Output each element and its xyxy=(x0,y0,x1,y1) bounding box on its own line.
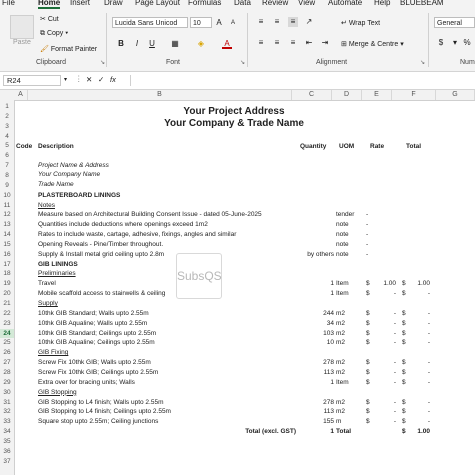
row-uom[interactable]: m2 xyxy=(336,398,346,406)
divider xyxy=(106,13,107,67)
sheet-subtitle[interactable]: Your Company & Trade Name xyxy=(164,118,304,129)
project-line[interactable]: Trade Name xyxy=(38,181,74,188)
row-total-currency[interactable]: $ xyxy=(402,428,406,436)
row-header[interactable]: 8 xyxy=(5,171,9,179)
row-description[interactable]: 10thk GIB Aqualine; Walls upto 2.55m xyxy=(38,319,148,327)
row-rate-currency[interactable]: - xyxy=(366,240,369,248)
column-header-e[interactable]: E xyxy=(362,90,392,100)
row-header[interactable]: 29 xyxy=(3,378,11,386)
row-rate[interactable]: - xyxy=(393,309,396,317)
font-size-dropdown[interactable]: 10 xyxy=(190,17,212,28)
row-headers xyxy=(0,100,15,475)
row-description[interactable]: Rates to include waste, cartage, adhesive, fixings, angles and similar xyxy=(38,231,237,239)
row-rate-currency[interactable]: - xyxy=(366,250,369,258)
align-right-icon[interactable]: ≡ xyxy=(290,38,296,47)
row-uom[interactable]: m2 xyxy=(336,329,346,337)
row-total-currency[interactable]: $ xyxy=(402,339,406,347)
row-header[interactable]: 10 xyxy=(3,191,11,199)
row-rate[interactable]: - xyxy=(393,408,396,416)
row-description[interactable]: Screw Fix 10thk GIB; Ceilings upto 2.55m xyxy=(38,368,159,376)
increase-font-icon[interactable]: A xyxy=(216,18,222,27)
row-header[interactable]: 23 xyxy=(3,319,11,327)
cut-label: Cut xyxy=(47,16,59,23)
row-total[interactable]: - xyxy=(427,339,430,347)
row-uom[interactable]: note xyxy=(336,221,349,229)
check-icon[interactable]: ✓ xyxy=(98,75,105,84)
align-middle-icon[interactable]: ≡ xyxy=(274,17,280,26)
row-total[interactable]: 1.00 xyxy=(417,280,430,288)
align-bottom-icon[interactable]: ≡ xyxy=(288,17,298,27)
row-total[interactable]: - xyxy=(427,359,430,367)
row-description[interactable]: Square stop upto 2.55m; Ceiling junctions xyxy=(38,418,159,426)
row-description[interactable]: GIB Stopping xyxy=(38,388,77,396)
row-description[interactable]: 10thk GIB Standard; Ceilings upto 2.55m xyxy=(38,329,157,337)
clipboard-launcher-icon[interactable]: ↘ xyxy=(100,60,106,66)
row-total[interactable]: - xyxy=(427,378,430,386)
row-header[interactable]: 37 xyxy=(3,457,11,465)
scissors-icon: ✂ xyxy=(40,16,46,23)
row-uom[interactable]: Item xyxy=(336,290,349,298)
header-quantity[interactable]: Quantity xyxy=(300,143,327,150)
row-header[interactable]: 28 xyxy=(3,368,11,376)
row-total-currency[interactable]: $ xyxy=(402,280,406,288)
row-description[interactable]: GIB Stopping to L4 finish; Walls upto 2.55m xyxy=(38,398,164,406)
row-quantity[interactable]: 1 xyxy=(330,378,334,386)
row-quantity[interactable]: 278 xyxy=(323,359,334,367)
number-group-label: Num xyxy=(460,59,475,66)
row-description[interactable]: Quantities include deductions where openings exceed 1m2 xyxy=(38,221,208,229)
ribbon-tab-review[interactable]: Review xyxy=(262,0,289,7)
worksheet-grid[interactable] xyxy=(14,100,475,475)
merge-icon: ⊞ xyxy=(341,41,347,48)
column-header-f[interactable]: F xyxy=(392,90,436,100)
row-uom[interactable]: m2 xyxy=(336,368,346,376)
merge-label: Merge & Centre xyxy=(348,41,399,48)
row-header[interactable]: 24 xyxy=(0,329,14,339)
ribbon-tab-formulas[interactable]: Formulas xyxy=(188,0,222,7)
row-rate[interactable]: - xyxy=(393,339,396,347)
row-rate[interactable]: - xyxy=(393,329,396,337)
name-box[interactable]: R24 xyxy=(3,75,61,86)
row-description[interactable]: Supply & Install metal grid ceiling upto 2.8m xyxy=(38,250,165,258)
insert-function-button[interactable]: fx xyxy=(110,75,116,84)
column-header-g[interactable]: G xyxy=(436,90,475,100)
row-rate[interactable]: - xyxy=(393,378,396,386)
row-total-currency[interactable]: $ xyxy=(402,359,406,367)
cancel-icon[interactable]: ✕ xyxy=(86,75,93,84)
row-description[interactable]: GIB Stopping to L4 finish; Ceilings upto 2.55m xyxy=(38,408,171,416)
font-launcher-icon[interactable]: ↘ xyxy=(240,60,246,66)
row-total[interactable]: - xyxy=(427,398,430,406)
row-uom[interactable]: m xyxy=(336,418,342,426)
formula-bar xyxy=(0,72,475,90)
row-header[interactable]: 36 xyxy=(3,447,11,455)
row-rate-currency[interactable]: $ xyxy=(366,418,370,426)
ribbon-tab-page-layout[interactable]: Page Layout xyxy=(135,0,180,7)
row-quantity[interactable]: 1 xyxy=(330,290,334,298)
font-name-dropdown[interactable]: Lucida Sans Unicod xyxy=(112,17,188,28)
row-header[interactable]: 19 xyxy=(3,280,11,288)
row-rate-currency[interactable]: - xyxy=(366,221,369,229)
row-header[interactable]: 17 xyxy=(3,260,11,268)
project-line[interactable]: Your Company Name xyxy=(38,171,101,178)
row-rate-currency[interactable]: $ xyxy=(366,329,370,337)
watermark-logo: SubsQS xyxy=(176,253,222,299)
header-uom[interactable]: UOM xyxy=(339,143,355,150)
row-total[interactable]: - xyxy=(427,408,430,416)
row-header[interactable]: 25 xyxy=(3,339,11,347)
row-header[interactable]: 30 xyxy=(3,388,11,396)
header-description[interactable]: Description xyxy=(38,143,74,150)
bold-button[interactable]: B xyxy=(118,39,124,48)
paste-button-label[interactable]: Paste xyxy=(13,39,31,46)
row-uom[interactable]: Item xyxy=(336,378,349,386)
row-quantity[interactable]: 155 xyxy=(323,418,334,426)
row-description[interactable]: Extra over for bracing units; Walls xyxy=(38,378,135,386)
row-total-currency[interactable]: $ xyxy=(402,368,406,376)
row-total-currency[interactable]: $ xyxy=(402,329,406,337)
row-description[interactable]: PLASTERBOARD LININGS xyxy=(38,191,121,199)
row-header[interactable]: 3 xyxy=(5,122,9,130)
row-rate-currency[interactable]: $ xyxy=(366,359,370,367)
row-description[interactable]: GIB LININGS xyxy=(38,260,78,268)
row-total[interactable]: - xyxy=(427,290,430,298)
row-header[interactable]: 1 xyxy=(5,103,9,110)
percent-icon[interactable]: % xyxy=(463,38,471,47)
ribbon-tab-insert[interactable]: Insert xyxy=(70,0,91,7)
sheet-title[interactable]: Your Project Address xyxy=(183,106,285,117)
row-header[interactable]: 11 xyxy=(3,201,11,209)
row-description[interactable]: Measure based on Architectural Building Consent Issue - dated 05-June-2025 xyxy=(38,211,262,219)
row-quantity[interactable]: by others xyxy=(307,250,334,258)
row-total-currency[interactable]: $ xyxy=(402,408,406,416)
row-rate-currency[interactable]: $ xyxy=(366,309,370,317)
row-total[interactable]: - xyxy=(427,418,430,426)
row-header[interactable]: 33 xyxy=(3,418,11,426)
row-description[interactable]: Opening Reveals - Pine/Timber throughout. xyxy=(38,240,164,248)
row-description[interactable]: Screw Fix 10thk GIB; Walls upto 2.55m xyxy=(38,359,151,367)
row-header[interactable]: 16 xyxy=(3,250,11,258)
ribbon-tab-help[interactable]: Help xyxy=(374,0,391,7)
row-uom[interactable]: Total xyxy=(336,428,352,436)
row-total-currency[interactable]: $ xyxy=(402,398,406,406)
row-uom[interactable]: m2 xyxy=(336,309,346,317)
wrap-label: Wrap Text xyxy=(348,20,381,27)
row-description[interactable]: Notes xyxy=(38,201,55,209)
ribbon xyxy=(0,9,475,72)
row-header[interactable]: 7 xyxy=(5,162,9,170)
row-rate-currency[interactable]: $ xyxy=(366,339,370,347)
underline-button[interactable]: U xyxy=(149,39,155,48)
align-top-icon[interactable]: ≡ xyxy=(258,17,264,26)
align-center-icon[interactable]: ≡ xyxy=(274,38,280,47)
row-header[interactable]: 35 xyxy=(3,437,11,445)
total-label[interactable]: Total (excl. GST) xyxy=(245,428,296,436)
row-rate-currency[interactable]: $ xyxy=(366,280,370,288)
row-rate-currency[interactable]: - xyxy=(366,231,369,239)
row-total-currency[interactable]: $ xyxy=(402,418,406,426)
row-description[interactable]: Supply xyxy=(38,300,58,307)
chevron-down-icon[interactable]: ▾ xyxy=(452,38,457,47)
row-header[interactable]: 14 xyxy=(3,231,11,239)
row-quantity[interactable]: 1 xyxy=(330,280,334,288)
paste-icon[interactable] xyxy=(10,15,34,39)
header-total[interactable]: Total xyxy=(406,143,422,150)
format-painter-label: Format Painter xyxy=(50,46,98,53)
row-description[interactable]: 10thk GIB Standard; Walls upto 2.55m xyxy=(38,309,149,317)
number-format-dropdown[interactable]: General xyxy=(434,17,475,28)
row-quantity[interactable]: 244 xyxy=(323,309,334,317)
row-description[interactable]: Mobile scaffold access to stairwells & ceiling xyxy=(38,290,166,298)
row-rate[interactable]: - xyxy=(393,398,396,406)
row-quantity[interactable]: 103 xyxy=(323,329,334,337)
row-quantity[interactable]: 278 xyxy=(323,398,334,406)
row-uom[interactable]: m2 xyxy=(336,408,346,416)
column-header-b[interactable]: B xyxy=(28,90,292,100)
column-header-c[interactable]: C xyxy=(292,90,332,100)
row-description[interactable]: Preliminaries xyxy=(38,270,76,278)
copy-button[interactable]: ⧉ Copy ▾ xyxy=(40,30,69,37)
row-uom[interactable]: Item xyxy=(336,280,349,288)
row-header[interactable]: 15 xyxy=(3,240,11,248)
row-header[interactable]: 27 xyxy=(3,359,11,367)
row-header[interactable]: 32 xyxy=(3,408,11,416)
decrease-indent-icon[interactable]: ⇤ xyxy=(305,38,313,47)
row-header[interactable]: 2 xyxy=(5,112,9,120)
row-header[interactable]: 18 xyxy=(3,270,11,278)
copy-label: Copy xyxy=(46,30,64,37)
row-header[interactable]: 4 xyxy=(5,132,9,140)
alignment-launcher-icon[interactable]: ↘ xyxy=(420,60,426,66)
row-quantity[interactable]: 113 xyxy=(323,408,334,416)
row-header[interactable]: 34 xyxy=(3,428,11,436)
row-uom[interactable]: m2 xyxy=(336,339,346,347)
format-painter-button[interactable] xyxy=(40,45,97,53)
clipboard-group-label: Clipboard xyxy=(36,59,66,66)
row-uom[interactable]: m2 xyxy=(336,319,346,327)
copy-icon: ⧉ xyxy=(40,30,45,37)
italic-button[interactable]: I xyxy=(135,39,139,48)
project-line[interactable]: Project Name & Address xyxy=(38,162,109,169)
row-rate-currency[interactable]: $ xyxy=(366,408,370,416)
borders-icon[interactable]: ▦ xyxy=(171,39,179,48)
row-total-currency[interactable]: $ xyxy=(402,378,406,386)
row-description[interactable]: Travel xyxy=(38,280,56,288)
row-uom[interactable]: m2 xyxy=(336,359,346,367)
row-header[interactable]: 20 xyxy=(3,290,11,298)
row-total-currency[interactable]: $ xyxy=(402,309,406,317)
row-rate[interactable]: - xyxy=(393,290,396,298)
row-quantity[interactable]: 113 xyxy=(323,368,334,376)
wrap-icon: ↵ xyxy=(341,20,347,27)
row-header[interactable]: 9 xyxy=(5,181,9,189)
row-rate[interactable]: - xyxy=(393,418,396,426)
row-rate-currency[interactable]: $ xyxy=(366,290,370,298)
row-rate-currency[interactable]: $ xyxy=(366,319,370,327)
row-header[interactable]: 13 xyxy=(3,221,11,229)
increase-indent-icon[interactable]: ⇥ xyxy=(321,38,329,47)
row-header[interactable]: 12 xyxy=(3,211,11,219)
font-group-label: Font xyxy=(166,59,181,66)
row-rate[interactable]: - xyxy=(393,368,396,376)
column-header-d[interactable]: D xyxy=(332,90,362,100)
row-description[interactable]: 10thk GIB Aqualine; Ceilings upto 2.55m xyxy=(38,339,155,347)
row-rate-currency[interactable]: $ xyxy=(366,398,370,406)
merge-centre-button[interactable]: ⊞ Merge & Centre ▾ xyxy=(341,41,404,48)
row-header[interactable]: 6 xyxy=(5,152,9,160)
row-header[interactable]: 26 xyxy=(3,349,11,357)
row-header[interactable]: 5 xyxy=(5,142,9,150)
decrease-font-icon[interactable]: A xyxy=(230,20,235,26)
row-rate-currency[interactable]: $ xyxy=(366,378,370,386)
ribbon-tab-file[interactable]: File xyxy=(2,0,15,7)
ribbon-tab-data[interactable]: Data xyxy=(234,0,251,7)
divider xyxy=(428,13,429,67)
row-total-currency[interactable]: $ xyxy=(402,290,406,298)
row-header[interactable]: 21 xyxy=(3,300,11,307)
cut-button[interactable] xyxy=(40,15,59,23)
ribbon-tab-home[interactable]: Home xyxy=(38,0,61,7)
row-total[interactable]: 1.00 xyxy=(417,428,430,436)
align-left-icon[interactable]: ≡ xyxy=(258,38,264,47)
font-color-button[interactable]: A xyxy=(222,39,232,49)
row-rate[interactable]: - xyxy=(393,319,396,327)
ribbon-tab-bar xyxy=(0,0,475,9)
row-quantity[interactable]: 10 xyxy=(326,339,334,347)
row-rate-currency[interactable]: $ xyxy=(366,368,370,376)
row-description[interactable]: GIB Fixing xyxy=(38,349,69,357)
row-quantity[interactable]: 34 xyxy=(326,319,334,327)
row-rate[interactable]: - xyxy=(393,359,396,367)
row-total[interactable]: - xyxy=(427,309,430,317)
alignment-group-label: Alignment xyxy=(316,59,348,66)
row-rate[interactable]: 1.00 xyxy=(383,280,396,288)
orientation-icon[interactable]: ↗ xyxy=(305,17,313,26)
row-uom[interactable]: tender xyxy=(336,211,355,219)
ribbon-tab-bluebeam[interactable]: BLUEBEAM xyxy=(400,0,444,7)
ribbon-tab-view[interactable]: View xyxy=(298,0,316,7)
brush-icon: 🖌 xyxy=(40,46,49,53)
row-total[interactable]: - xyxy=(427,329,430,337)
more-icon: ⋮ xyxy=(75,74,83,83)
divider xyxy=(247,13,248,67)
chevron-down-icon[interactable]: ▾ xyxy=(64,77,68,83)
header-code[interactable]: Code xyxy=(16,143,33,150)
row-header[interactable]: 31 xyxy=(3,398,11,406)
fill-color-icon[interactable]: ◈ xyxy=(197,39,205,48)
row-total[interactable]: - xyxy=(427,319,430,327)
currency-icon[interactable]: $ xyxy=(438,38,444,47)
row-uom[interactable]: note xyxy=(336,231,349,239)
header-rate[interactable]: Rate xyxy=(370,143,385,150)
ribbon-tab-draw[interactable]: Draw xyxy=(104,0,123,7)
row-rate-currency[interactable]: - xyxy=(366,211,369,219)
row-header[interactable]: 22 xyxy=(3,309,11,317)
row-uom[interactable]: note xyxy=(336,240,349,248)
column-header-a[interactable]: A xyxy=(14,90,28,100)
row-uom[interactable]: note xyxy=(336,250,349,258)
ribbon-tab-automate[interactable]: Automate xyxy=(328,0,363,7)
row-total[interactable]: - xyxy=(427,368,430,376)
formula-input[interactable] xyxy=(130,75,473,86)
row-total-currency[interactable]: $ xyxy=(402,319,406,327)
row-quantity[interactable]: 1 xyxy=(330,428,334,436)
wrap-text-button[interactable] xyxy=(341,19,380,27)
